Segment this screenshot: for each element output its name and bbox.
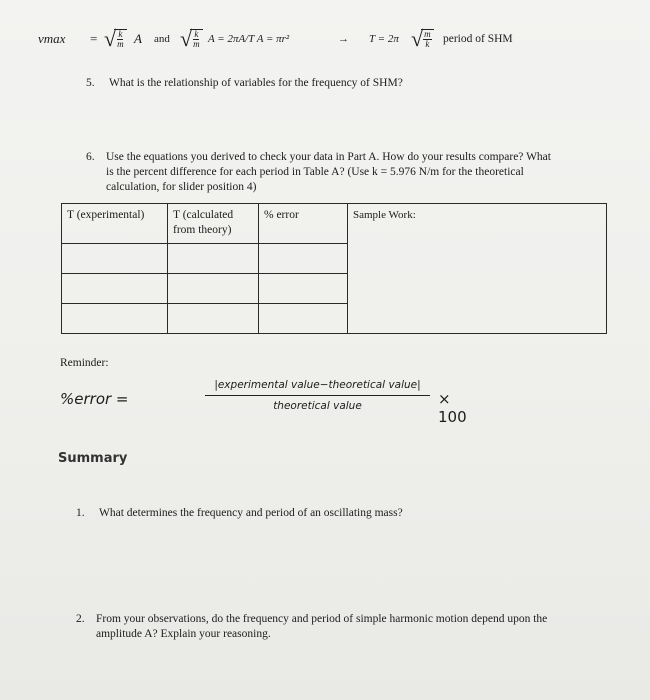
- period-label: period of SHM: [443, 33, 513, 45]
- sample-work-cell[interactable]: Sample Work:: [348, 204, 607, 334]
- header-t-experimental: T (experimental): [62, 204, 168, 244]
- sqrt-m-over-k: √ $\frac{m}{k}$: [411, 16, 434, 62]
- results-table: [61, 203, 607, 334]
- header-percent-error: % error: [259, 204, 348, 244]
- summary-question-1-number: 1.: [76, 507, 85, 519]
- header-t-calculated: T (calculated from theory): [168, 204, 259, 244]
- sqrt-k-over-m-2: √ $\frac{k}{m}$: [180, 16, 203, 62]
- arrow-icon: →: [338, 33, 349, 45]
- and-word: and: [154, 33, 170, 45]
- t-experimental-cell[interactable]: [62, 304, 168, 334]
- period-equation-lhs: T = 2π: [369, 33, 399, 45]
- amplitude-symbol: A: [134, 31, 142, 46]
- summary-question-2-number: 2.: [76, 613, 85, 625]
- velocity-area-expression: A = 2πA/T A = πr²: [208, 33, 290, 45]
- percent-error-lhs: %error =: [60, 390, 129, 408]
- percent-error-fraction: [205, 378, 430, 413]
- reminder-label: Reminder:: [60, 357, 109, 369]
- summary-question-2-text: From your observations, do the frequency and period of simple harmonic motion depend upon the amplitude A? Explain your reasoning.: [96, 613, 548, 640]
- question-6-number: 6.: [86, 151, 95, 163]
- question-5-text: What is the relationship of variables for the frequency of SHM?: [109, 77, 403, 89]
- percent-error-cell[interactable]: [259, 244, 348, 274]
- percent-error-denominator: theoretical value: [273, 400, 362, 412]
- formula-line: [38, 16, 558, 62]
- sqrt-k-over-m: √ $\frac{k}{m}$: [104, 16, 127, 62]
- summary-heading: Summary: [58, 451, 128, 466]
- t-calculated-cell[interactable]: [168, 274, 259, 304]
- question-5-number: 5.: [86, 77, 95, 89]
- vmax-symbol: vmax: [38, 31, 66, 46]
- times-100: × 100: [438, 390, 467, 426]
- percent-error-cell[interactable]: [259, 274, 348, 304]
- question-6-text: Use the equations you derived to check your data in Part A. How do your results compare? What is the percent difference for each period in Table A? (Use k = 5.976 N/m for the theoretical calculation, for slider position 4): [106, 151, 551, 193]
- t-calculated-cell[interactable]: [168, 244, 259, 274]
- percent-error-cell[interactable]: [259, 304, 348, 334]
- summary-question-1-text: What determines the frequency and period of an oscillating mass?: [99, 507, 403, 519]
- t-experimental-cell[interactable]: [62, 274, 168, 304]
- percent-error-formula: [60, 378, 480, 426]
- percent-error-numerator: |experimental value−theoretical value|: [205, 378, 430, 396]
- t-experimental-cell[interactable]: [62, 244, 168, 274]
- equals-sign: =: [90, 31, 98, 46]
- t-calculated-cell[interactable]: [168, 304, 259, 334]
